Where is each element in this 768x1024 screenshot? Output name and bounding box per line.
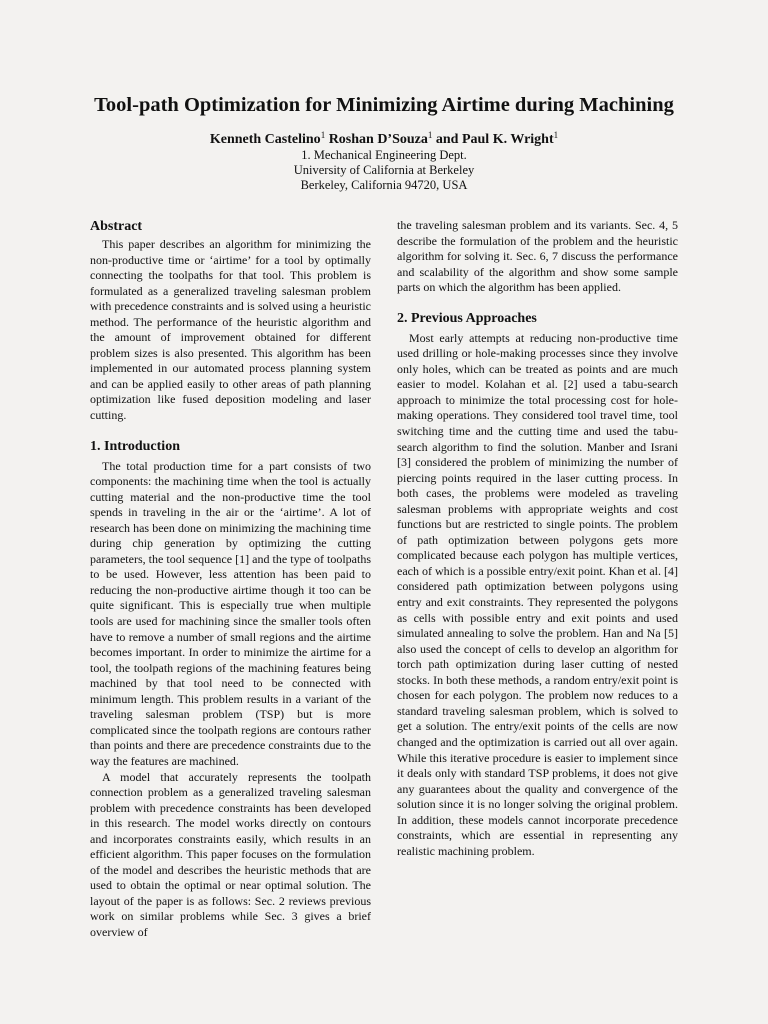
left-column [90,218,371,941]
affiliation-line: Berkeley, California 94720, USA [300,178,468,192]
author-list [0,126,768,149]
author-name: and Paul K. Wright [435,132,554,147]
author-affiliation-mark: 1 [320,130,326,140]
author-affiliation-mark: 1 [427,130,433,140]
introduction-paragraph: The total production time for a part consists of two components: the machining time when the tool is actually cutting material and the non-productive time the tool spends in traveling in the air or the ‘airtime’. A lot of research has been done on minimizing the machining time during chip generation by optimizing the cutting parameters, the tool sequence [1] and the type of toolpaths to be used. However, less attention has been paid to reducing the non-productive airtime though it too can be quite significant. This is especially true when multiple tools are used for machining since the smaller tools often have to remove a number of small regions and the airtime becomes important. In order to minimize the airtime for a tool, the toolpath regions of the machining features being machined by that tool need to be connected with minimum length. This problem results in a variant of the traveling salesman problem (TSP) but is more complicated since the toolpath regions are contours rather than points and there are precedence constraints due to the way the features are machined. [90,458,371,768]
paper-title: Tool-path Optimization for Minimizing Airtime during Machining [94,94,674,116]
author-name: Roshan D’Souza [328,132,428,147]
author-affiliation-mark: 1 [553,130,559,140]
previous-approaches-heading: 2. Previous Approaches [397,310,537,326]
affiliation [0,148,768,193]
affiliation-line: 1. Mechanical Engineering Dept. [301,148,467,162]
introduction-paragraph: A model that accurately represents the toolpath connection problem as a generalized traveling salesman problem with precedence constraints has been developed in this research. The model works directly on contours and incorporates constraints easily, which results in an efficient algorithm. This paper focuses on the formulation of the model and describes the heuristic methods that are used to obtain the optimal or near optimal solution. The layout of the paper is as follows: Sec. 2 reviews previous work on similar problems while Sec. 3 gives a brief overview of [90,769,371,939]
introduction-heading: 1. Introduction [90,438,180,454]
introduction-continuation: the traveling salesman problem and its variants. Sec. 4, 5 describe the formulation of the problem and the heuristic algorithm for solving it. Sec. 6, 7 discuss the performance and scalability of the algorithm and show some sample parts on which the algorithm has been applied. [397,218,678,295]
author-name: Kenneth Castelino [209,132,321,147]
right-column [397,218,678,859]
previous-approaches-paragraph: Most early attempts at reducing non-productive time used drilling or hole-making processes since they involve only holes, which can be treated as points and are much easier to model. Kolahan et al. [2] used a tabu-search approach to minimize the total processing cost for hole-making operations. They considered tool travel time, tool switching time and the cutting time and used the tabu-search algorithm to find the solution. Manber and Israni [3] considered the problem of minimizing the number of piercing points required in the laser cutting process. In both cases, the problems were modeled as traveling salesman problems with appropriate weights and cost functions but are restricted to single points. The problem of path optimization between polygons gets more complicated because each polygon has multiple vertices, each of which is a possible entry/exit point. Khan et al. [4] considered path optimization between polygons using entry and exit constraints. They represented the polygons as cells with possible entry and exit points and used simulated annealing to solve the problem. Han and Na [5] also used the concept of cells to develop an algorithm for torch path optimization during laser cutting of nested stocks. In both these methods, a random entry/exit point is chosen for each polygon. The problem now reduces to a standard traveling salesman problem, which is solved to get a solution. The entry/exit points of the cells are now changed and the optimization is carried out all over again. While this iterative procedure is easier to implement since it deals only with standard TSP problems, it does not give any guarantees about the quality and convergence of the solution since it is no longer solving the original problem. In addition, these models cannot incorporate precedence constraints, which are essential in representing any realistic machining problem. [397,330,678,858]
abstract-paragraph: This paper describes an algorithm for minimizing the non-productive time or ‘airtime’ for a tool by optimally connecting the toolpaths for that tool. This problem is formulated as a generalized traveling salesman problem with precedence constraints and is solved using a heuristic method. The performance of the heuristic algorithm and the amount of improvement obtained for different problem sizes is also presented. This algorithm has been implemented in our automated process planning system and can be applied easily to other areas of path planning optimization like fused deposition modeling and laser cutting. [90,237,371,423]
affiliation-line: University of California at Berkeley [293,163,475,177]
abstract-heading: Abstract [90,219,143,234]
